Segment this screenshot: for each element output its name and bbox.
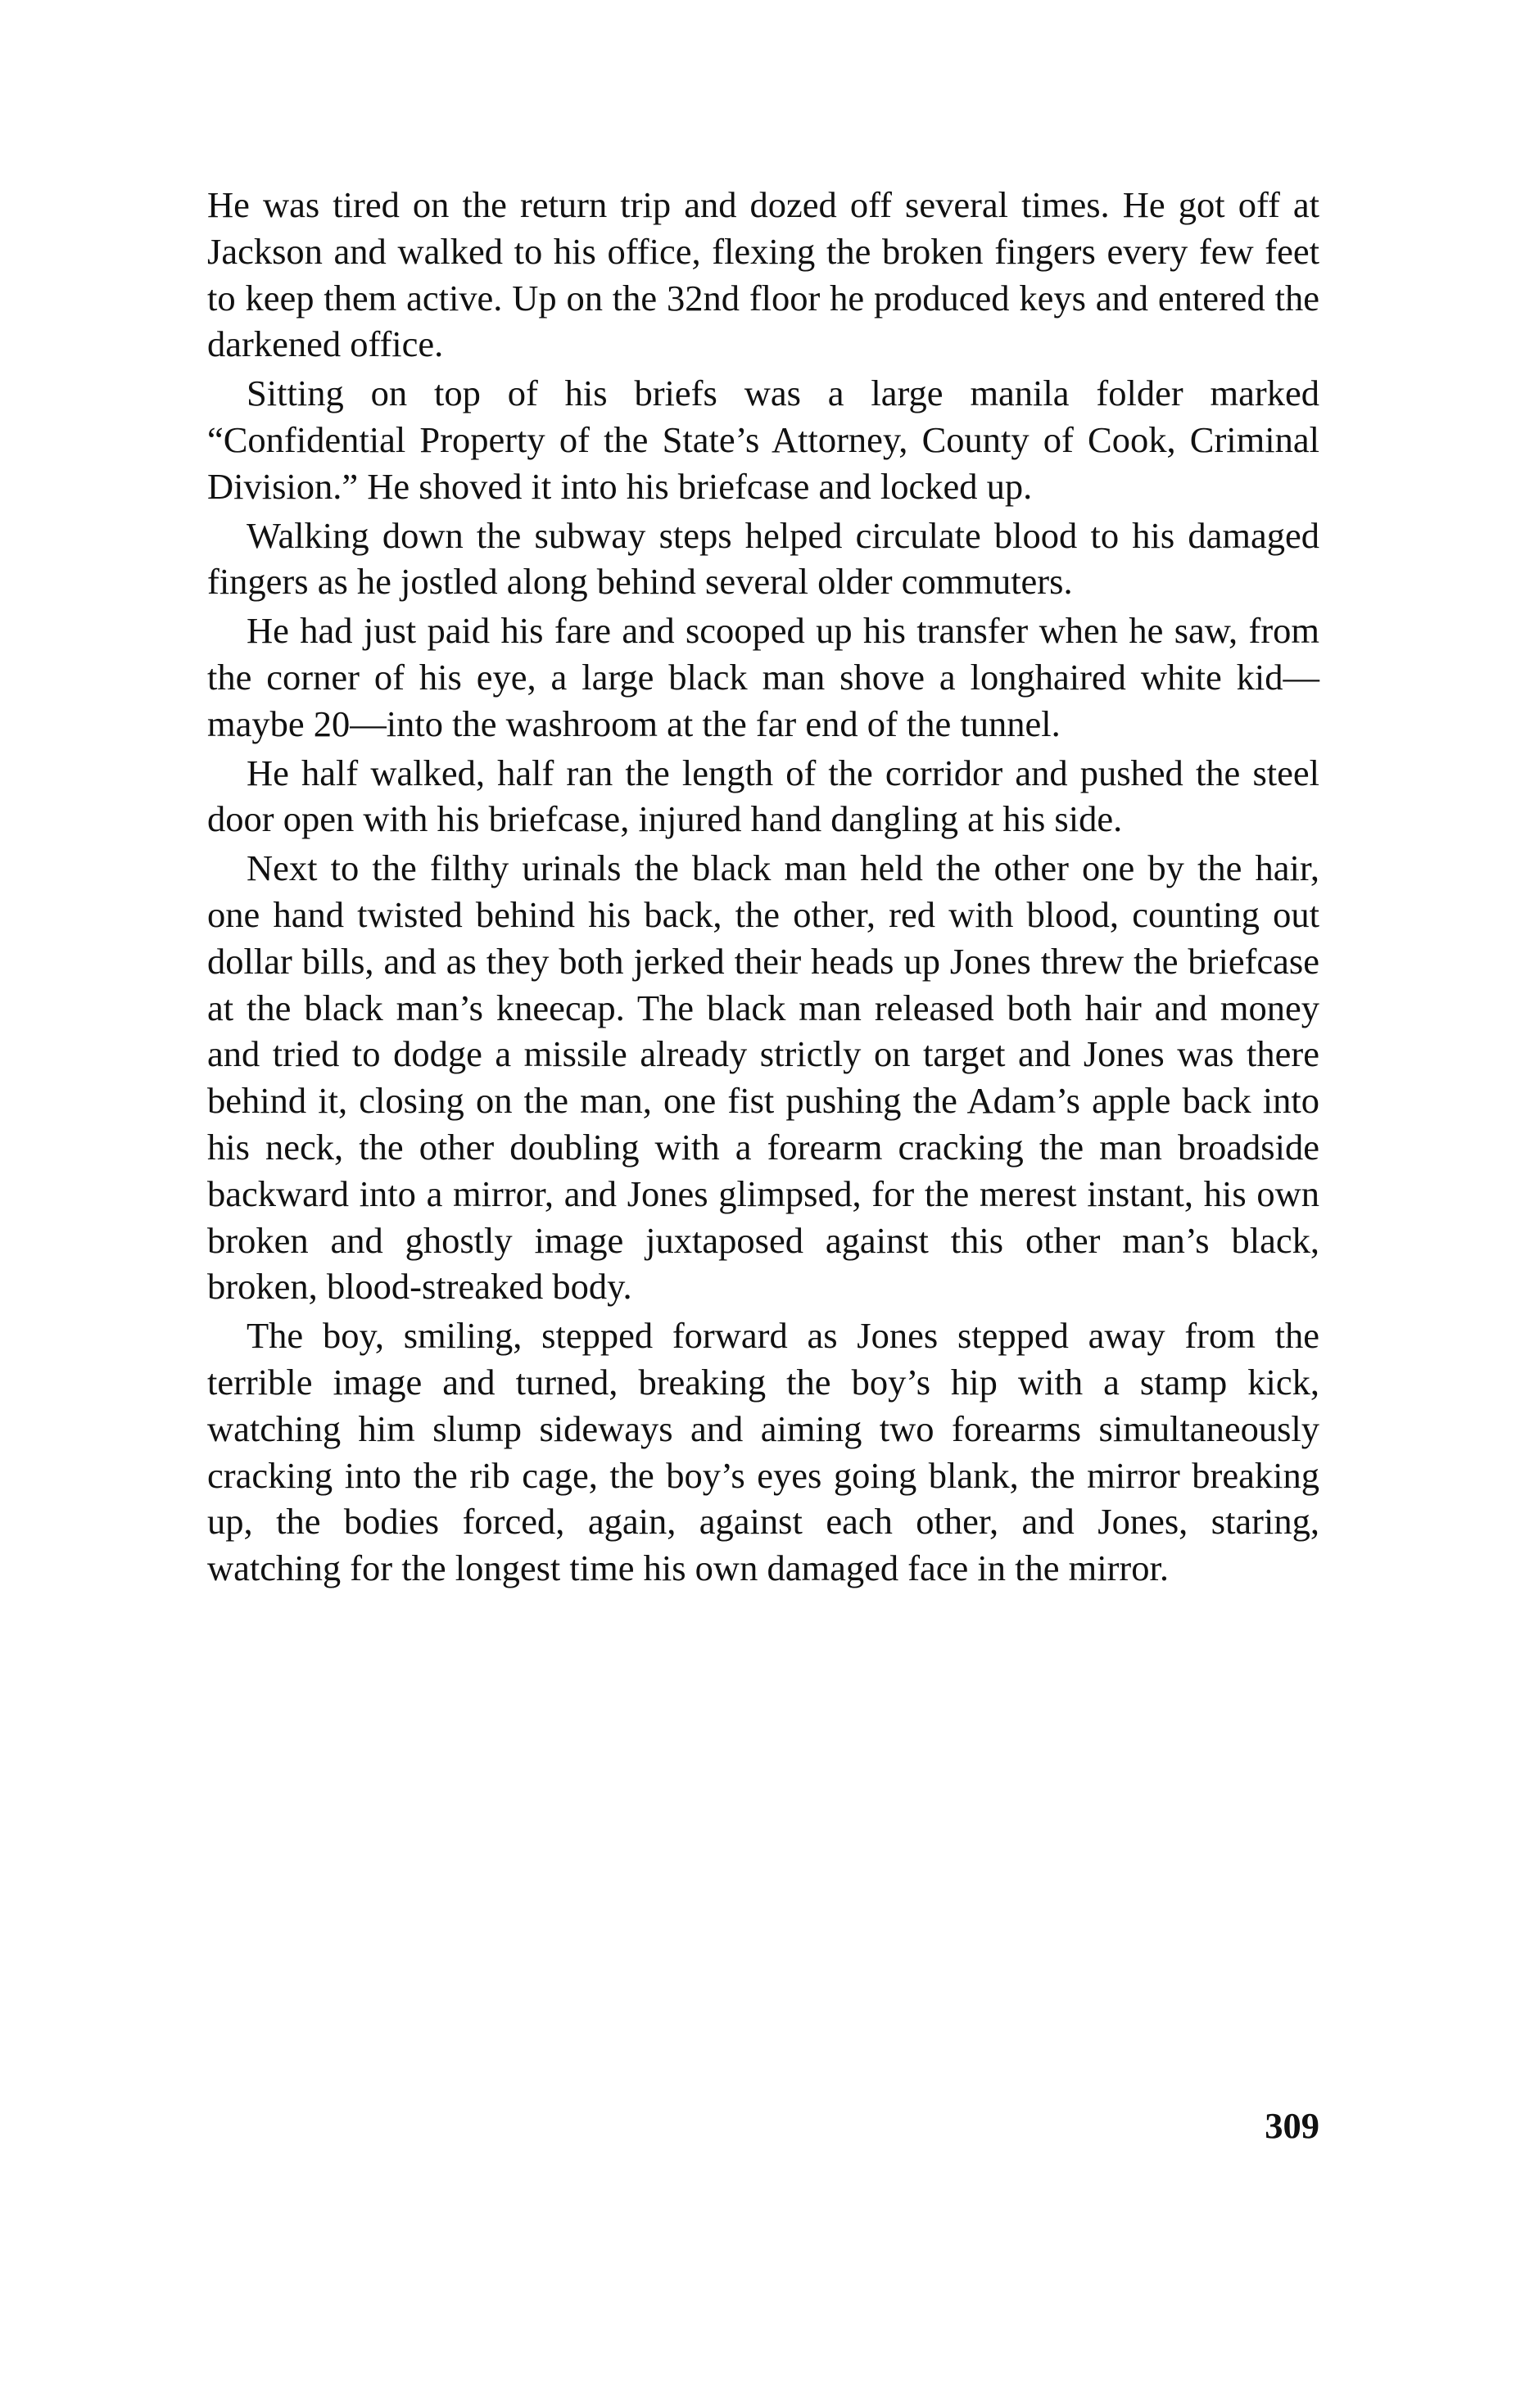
paragraph-6: Next to the filthy urinals the black man held the other one by the hair, one hand twisted behind his back, the other, red with blood, counting out dollar bills, and as they both jerked their heads up Jones threw the briefcase at the black man’s kneecap. The black man released both hair and money and tried to dodge a missile already strictly on target and Jones was there behind it, closing on the man, one fist pushing the Adam’s apple back into his neck, the other doubling with a forearm cracking the man broadside backward into a mirror, and Jones glimpsed, for the merest instant, his own broken and ghostly image juxtaposed against this other man’s black, broken, blood-streaked body. <box>207 847 1319 1308</box>
paragraph-2: Sitting on top of his briefs was a large manila folder marked “Confidential Property of the State’s Attorney, County of Cook, Criminal Division.” He shoved it into his briefcase and locked up. <box>207 373 1319 507</box>
body-text <box>207 182 1319 1592</box>
page-number: 309 <box>1265 2105 1319 2146</box>
paragraph-3: Walking down the subway steps helped circulate blood to his damaged fingers as he jostled along behind several older commuters. <box>207 514 1319 603</box>
paragraph-5: He half walked, half ran the length of the corridor and pushed the steel door open with his briefcase, injured hand dangling at his side. <box>207 752 1319 840</box>
paragraph-7: The boy, smiling, stepped forward as Jones stepped away from the terrible image and turned, breaking the boy’s hip with a stamp kick, watching him slump sideways and aiming two forearms simultaneously cracking into the rib cage, the boy’s eyes going blank, the mirror breaking up, the bodies forced, again, against each other, and Jones, staring, watching for the longest time his own damaged face in the mirror. <box>207 1315 1319 1589</box>
paragraph-4: He had just paid his fare and scooped up his transfer when he saw, from the corner of his eye, a large black man shove a longhaired white kid—maybe 20—into the washroom at the far end of the tunnel. <box>207 610 1319 744</box>
paragraph-1: He was tired on the return trip and dozed off several times. He got off at Jackson and walked to his office, flexing the broken fingers every few feet to keep them active. Up on the 32nd floor he produced keys and entered the darkened office. <box>207 184 1319 365</box>
